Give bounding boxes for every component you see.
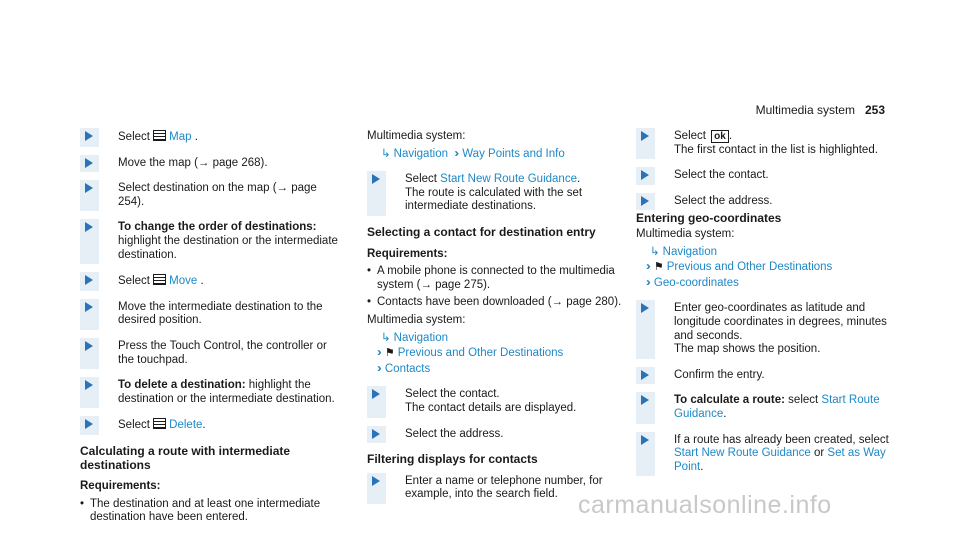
step-calculate-route: To calculate a route: select Start Route Guidance. xyxy=(636,394,898,421)
path-navigation[interactable]: Navigation xyxy=(393,331,448,344)
column-2 xyxy=(367,130,629,514)
step-select-move: Select Move . xyxy=(80,274,342,289)
menu-icon xyxy=(153,130,166,141)
step-move-map: Move the map (→ page 268). xyxy=(80,157,342,171)
double-chevron-icon: ›› xyxy=(454,147,457,160)
step-route-created: If a route has already been created, select Start New Route Guidance or Set as Way Point. xyxy=(636,434,898,475)
arrow-icon xyxy=(641,196,649,206)
step-move-intermediate: Move the intermediate destination to the desired position. xyxy=(80,301,342,328)
arrow-icon xyxy=(85,341,93,351)
start-route-guidance-link[interactable]: Start Route Guidance xyxy=(674,394,880,420)
arrow-icon xyxy=(641,370,649,380)
menu-path xyxy=(636,261,898,275)
double-chevron-icon: ›› xyxy=(646,276,648,289)
return-arrow-icon: ↳ xyxy=(650,245,660,258)
step-press-control: Press the Touch Control, the controller or the touchpad. xyxy=(80,340,342,367)
section-heading: Calculating a route with intermediate destinations xyxy=(80,443,291,472)
section-heading: Selecting a contact for destination entry xyxy=(367,224,596,239)
step-select-delete: Select Delete. xyxy=(80,418,342,433)
menu-path xyxy=(636,277,898,291)
step-select-map: Select Map . xyxy=(80,130,342,145)
menu-icon xyxy=(153,418,166,429)
path-navigation[interactable]: Navigation xyxy=(662,245,717,258)
arrow-icon xyxy=(641,170,649,180)
start-new-route-link[interactable]: Start New Route Guidance xyxy=(440,173,577,186)
menu-path xyxy=(367,148,629,162)
section-heading: Filtering displays for contacts xyxy=(367,452,538,467)
step-select-contact: Select the contact. xyxy=(636,169,898,183)
step-select-ok: Select ok . The first contact in the list is highlighted. xyxy=(636,130,898,157)
arrow-icon xyxy=(641,303,649,313)
path-previous-destinations[interactable]: Previous and Other Destinations xyxy=(397,347,564,360)
step-enter-geo: Enter geo-coordinates as latitude and longitude coordinates in degrees, minutes and seconds. The map shows the position. xyxy=(636,302,898,356)
menu-path xyxy=(367,347,629,361)
double-chevron-icon: ›› xyxy=(377,347,379,360)
arrow-icon xyxy=(85,158,93,168)
arrow-icon xyxy=(85,183,93,193)
step-change-order: To change the order of destinations: highlight the destination or the intermediate destination. xyxy=(80,221,342,262)
arrow-icon xyxy=(372,476,380,486)
step-confirm-entry: Confirm the entry. xyxy=(636,369,898,383)
step-select-destination: Select destination on the map (→ page 254). xyxy=(80,182,342,209)
move-link[interactable]: Move xyxy=(169,275,198,288)
arrow-icon xyxy=(85,222,93,232)
return-arrow-icon: ↳ xyxy=(381,331,391,344)
step-select-contact: Select the contact. The contact details are displayed. xyxy=(367,388,629,415)
arrow-icon xyxy=(85,275,93,285)
menu-path xyxy=(367,332,629,346)
path-navigation[interactable]: Navigation xyxy=(393,147,448,160)
step-enter-name: Enter a name or telephone number, for example, into the search field. xyxy=(367,475,629,502)
step-start-new-route: Select Start New Route Guidance. The route is calculated with the set intermediate destinations. xyxy=(367,173,629,214)
requirement-item: • A mobile phone is connected to the multimedia system (→ page 275). xyxy=(367,265,629,292)
section-heading: Entering geo-coordinates xyxy=(636,211,782,226)
arrow-icon xyxy=(372,429,380,439)
page-number: 253 xyxy=(864,103,885,117)
path-geo-coordinates[interactable]: Geo-coordinates xyxy=(653,276,739,289)
menu-path xyxy=(636,246,898,260)
arrow-icon xyxy=(85,302,93,312)
requirement-item: • The destination and at least one intermediate destination have been entered. xyxy=(80,498,342,525)
step-select-address: Select the address. xyxy=(636,195,898,209)
return-arrow-icon: ↳ xyxy=(381,147,391,160)
menu-icon xyxy=(153,274,166,285)
step-select-address: Select the address. xyxy=(367,428,629,442)
double-chevron-icon: ›› xyxy=(377,362,379,375)
menu-path xyxy=(367,363,629,377)
map-link[interactable]: Map xyxy=(169,131,192,143)
column-1 xyxy=(80,130,342,529)
arrow-icon xyxy=(641,131,649,141)
path-previous-destinations[interactable]: Previous and Other Destinations xyxy=(666,261,833,274)
flag-icon: ⚑ xyxy=(653,261,664,274)
step-delete-destination: To delete a destination: highlight the destination or the intermediate destination. xyxy=(80,379,342,406)
multimedia-label: Multimedia system: xyxy=(367,313,466,326)
arrow-icon xyxy=(372,174,380,184)
page-header xyxy=(756,104,885,118)
path-contacts[interactable]: Contacts xyxy=(384,362,431,375)
path-way-points[interactable]: Way Points and Info xyxy=(462,147,565,160)
set-as-way-point-link[interactable]: Set as Way Point xyxy=(674,447,886,473)
arrow-icon xyxy=(641,395,649,405)
arrow-icon xyxy=(641,435,649,445)
arrow-icon xyxy=(85,419,93,429)
ok-icon: ok xyxy=(711,130,729,143)
column-3 xyxy=(636,130,898,486)
arrow-icon xyxy=(85,380,93,390)
requirements-label: Requirements: xyxy=(80,480,161,493)
arrow-icon xyxy=(85,131,93,141)
flag-icon: ⚑ xyxy=(384,347,395,360)
multimedia-label: Multimedia system: xyxy=(367,130,466,142)
requirements-label: Requirements: xyxy=(367,247,448,260)
watermark: carmanualsonline.info xyxy=(578,491,832,519)
arrow-icon xyxy=(372,389,380,399)
requirement-item: • Contacts have been downloaded (→ page 280). xyxy=(367,296,629,310)
start-new-route-link[interactable]: Start New Route Guidance xyxy=(674,447,811,460)
delete-link[interactable]: Delete xyxy=(169,419,203,432)
double-chevron-icon: ›› xyxy=(646,261,648,274)
section-title: Multimedia system xyxy=(755,103,855,117)
multimedia-label: Multimedia system: xyxy=(636,227,735,240)
